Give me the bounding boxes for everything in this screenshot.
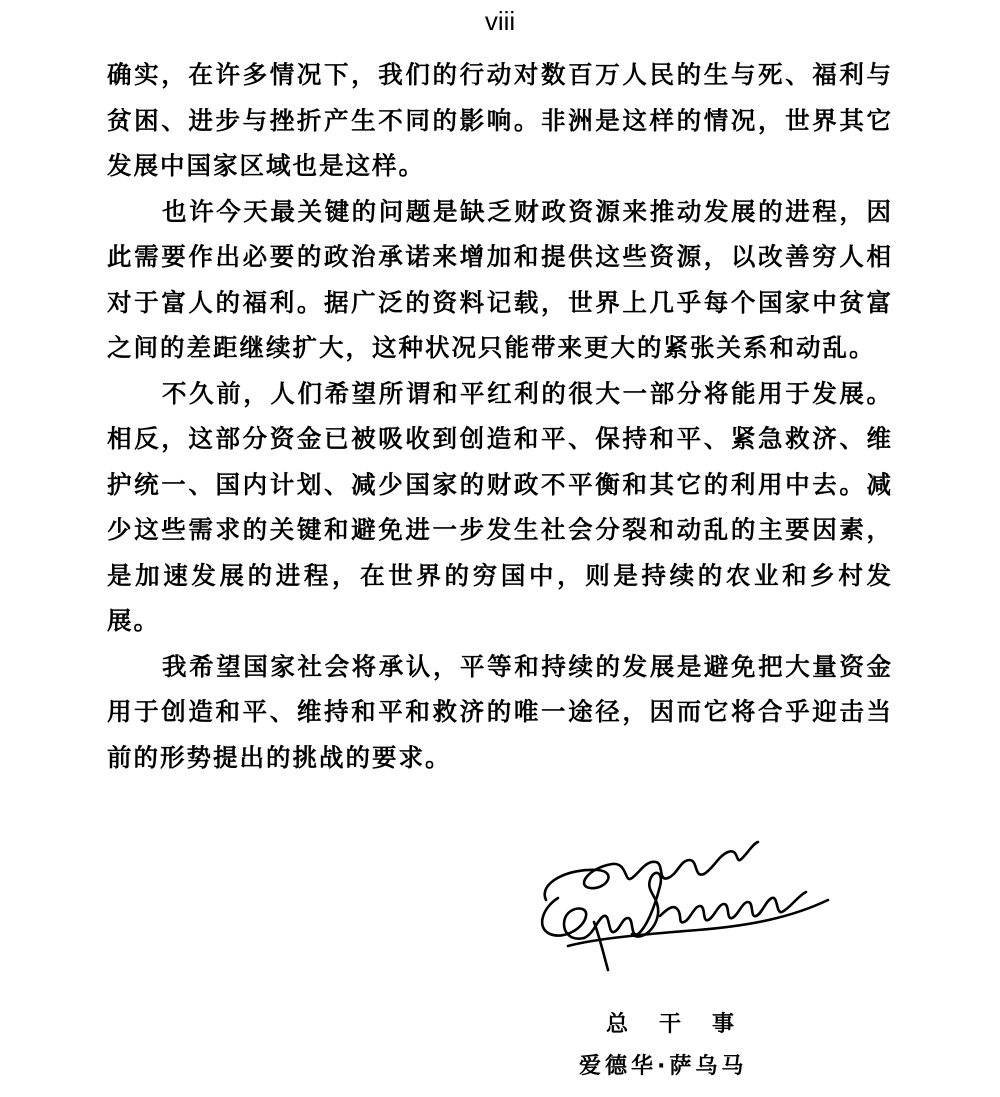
signatory-name: 爱德华·萨乌马 [579,1054,748,1079]
body-text [107,52,893,780]
paragraph-2: 也许今天最关键的问题是缺乏财政资源来推动发展的进程，因此需要作出必要的政治承诺来增加和提供这些资源，以改善穷人相对于富人的福利。据广泛的资料记载，世界上几乎每个国家中贫富之间的差距继续扩大，这种状况只能带来更大的紧张关系和动乱。 [107,196,893,362]
paragraph-3: 不久前，人们希望所谓和平红利的很大一部分将能用于发展。相反，这部分资金已被吸收到创造和平、保持和平、紧急救济、维护统一、国内计划、减少国家的财政不平衡和其它的利用中去。减少这些需求的关键和避免进一步发生社会分裂和动乱的主要因素，是加速发展的进程，在世界的穷国中，则是持续的农业和乡村发展。 [107,378,893,635]
paragraph-4: 我希望国家社会将承认，平等和持续的发展是避免把大量资金用于创造和平、维持和平和救济的唯一途径，因而它将合乎迎击当前的形势提出的挑战的要求。 [107,651,893,772]
signatory-title: 总干事 [606,1012,766,1037]
paragraph-1: 确实，在许多情况下，我们的行动对数百万人民的生与死、福利与贫困、进步与挫折产生不同的影响。非洲是这样的情况，世界其它发展中国家区域也是这样。 [107,60,893,180]
handwritten-signature [528,838,840,973]
page-number: viii [484,6,516,36]
